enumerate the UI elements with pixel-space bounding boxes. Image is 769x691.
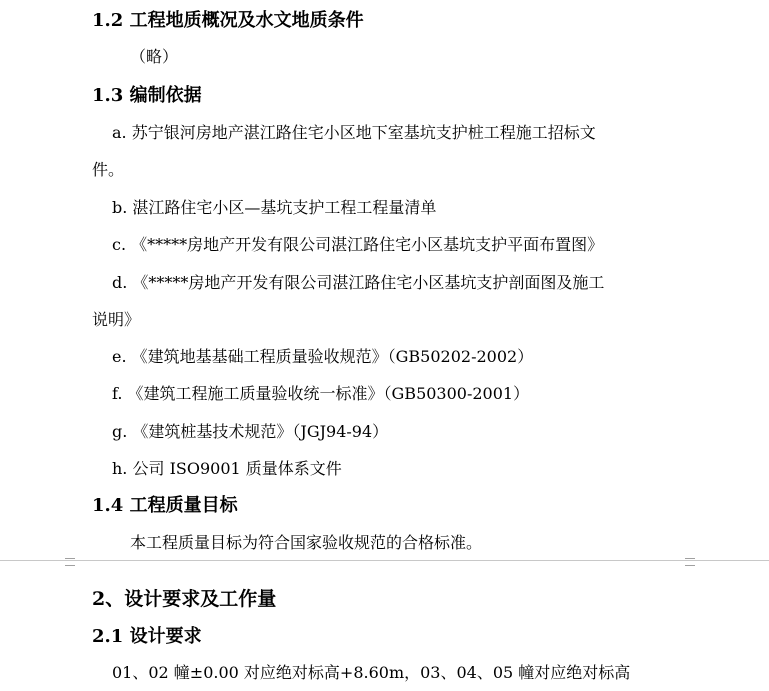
section-2-1-heading: 2.1 设计要求	[92, 626, 202, 647]
section-1-2-heading: 1.2 工程地质概况及水文地质条件	[92, 10, 364, 31]
basis-item-c: c. 《*****房地产开发有限公司湛江路住宅小区基坑支护平面布置图》	[112, 235, 604, 254]
page-corner-mark	[65, 565, 75, 571]
section-1-3-heading: 1.3 编制依据	[92, 85, 202, 106]
page-corner-mark	[685, 565, 695, 571]
page-corner-mark	[685, 553, 695, 559]
section-1-4-heading: 1.4 工程质量目标	[92, 495, 238, 516]
page-corner-mark	[65, 553, 75, 559]
basis-item-a-continued: 件。	[92, 160, 125, 179]
basis-item-d: d. 《*****房地产开发有限公司湛江路住宅小区基坑支护剖面图及施工	[112, 273, 605, 292]
basis-item-f: f. 《建筑工程施工质量验收统一标准》（GB50300-2001）	[112, 384, 530, 403]
basis-item-a: a. 苏宁银河房地产湛江路住宅小区地下室基坑支护桩工程施工招标文	[112, 123, 596, 142]
section-2-heading: 2、设计要求及工作量	[92, 588, 277, 610]
basis-item-e: e. 《建筑地基基础工程质量验收规范》（GB50202-2002）	[112, 347, 534, 366]
basis-item-b: b. 湛江路住宅小区—基坑支护工程工程量清单	[112, 198, 437, 217]
section-1-4-body: 本工程质量目标为符合国家验收规范的合格标准。	[130, 533, 483, 552]
basis-item-g: g. 《建筑桩基技术规范》（JGJ94-94）	[112, 422, 389, 441]
basis-item-h: h. 公司 ISO9001 质量体系文件	[112, 459, 342, 478]
section-2-1-body: 01、02 幢±0.00 对应绝对标高+8.60m，03、04、05 幢对应绝对标高	[112, 663, 631, 682]
page-break-divider	[0, 560, 769, 561]
basis-item-d-continued: 说明》	[92, 310, 141, 329]
section-1-2-body: （略）	[130, 47, 179, 66]
